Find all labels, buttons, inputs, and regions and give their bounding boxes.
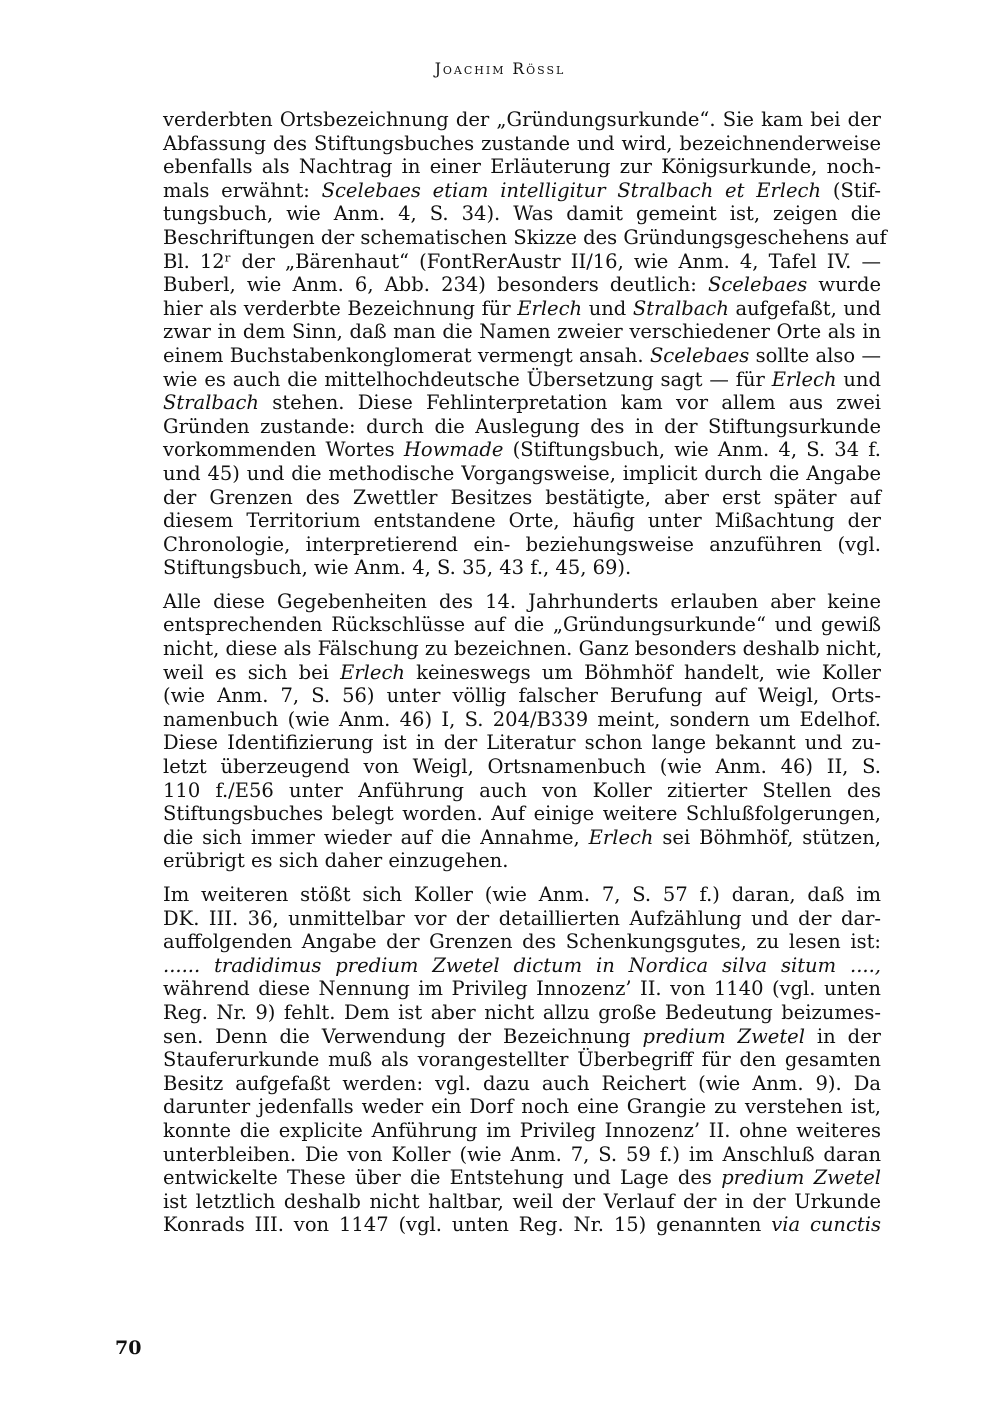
italic-text: predium Zwetel: [642, 1024, 805, 1048]
text-segment: vorkommenden Wortes: [163, 438, 404, 462]
text-segment: Bl. 12ʳ der „Bärenhaut“ (FontRerAustr II/16, wie Anm. 4, Tafel IV. —: [163, 249, 881, 273]
text-line: [163, 954, 881, 978]
paragraph: [163, 108, 887, 580]
text-line: [163, 802, 881, 826]
text-line: [163, 533, 881, 557]
body-text: [163, 108, 887, 1237]
text-segment: ist letztlich deshalb nicht haltbar, weil der Verlauf der in der Urkunde: [163, 1189, 881, 1213]
text-line: [163, 1213, 881, 1237]
text-segment: die sich immer wieder auf die Annahme,: [163, 825, 589, 849]
text-segment: sen. Denn die Verwendung der Bezeichnung: [163, 1024, 643, 1048]
text-line: [163, 637, 881, 661]
text-segment: während diese Nennung im Privileg Innozenz’ II. von 1140 (vgl. unten: [163, 977, 881, 1001]
text-segment: Stiftungsbuch, wie Anm. 4, S. 35, 43 f., 45, 69).: [163, 556, 632, 580]
text-segment: zwar in dem Sinn, daß man die Namen zweier verschiedener Orte als in: [163, 320, 881, 344]
text-segment: erübrigt es sich daher einzugehen.: [163, 849, 509, 873]
text-line: [163, 826, 881, 850]
text-line: [163, 320, 881, 344]
text-segment: letzt überzeugend von Weigl, Ortsnamenbuch (wie Anm. 46) II, S.: [163, 755, 881, 779]
text-line: [163, 155, 881, 179]
italic-text: Scelebaes: [707, 273, 808, 297]
text-segment: 110 f./E56 unter Anführung auch von Koller zitierter Stellen des: [163, 778, 881, 802]
text-segment: Reg. Nr. 9) fehlt. Dem ist aber nicht allzu große Bedeutung beizumes-: [163, 1000, 881, 1024]
text-line: [163, 1001, 881, 1025]
text-line: [163, 179, 881, 203]
text-line: [163, 462, 881, 486]
paragraph: [163, 883, 881, 1237]
text-segment: auffolgenden Angabe der Grenzen des Schenkungsgutes, zu lesen ist:: [163, 930, 881, 954]
text-line: [163, 225, 887, 250]
text-line: [163, 779, 881, 803]
text-segment: in der: [804, 1024, 881, 1048]
text-line: [163, 368, 881, 392]
text-line: [163, 930, 881, 954]
text-segment: und: [836, 367, 881, 391]
text-line: [163, 1095, 881, 1119]
text-line: [163, 590, 881, 614]
text-line: [163, 613, 881, 637]
text-segment: stehen. Diese Fehlinterpretation kam vor allem aus zwei: [258, 391, 881, 415]
italic-text: Erlech: [517, 296, 583, 320]
text-segment: Beschriftungen der schematischen Skizze des Gründungsgeschehens auf: [163, 225, 887, 249]
text-segment: und: [582, 296, 633, 320]
text-line: [163, 344, 881, 368]
text-segment: unterbleiben. Die von Koller (wie Anm. 7, S. 59 f.) im Anschluß daran: [163, 1142, 881, 1166]
text-line: [163, 509, 881, 533]
text-line: [163, 977, 881, 1001]
text-line: [163, 708, 881, 732]
italic-text: Scelebaes: [649, 343, 750, 367]
text-line: [163, 661, 881, 685]
text-segment: Im weiteren stößt sich Koller (wie Anm. 7, S. 57 f.) daran, daß im: [163, 883, 881, 906]
running-head: Joachim Rössl: [434, 60, 566, 78]
italic-text: via cunctis: [771, 1213, 881, 1237]
italic-text: Scelebaes etiam intelligitur Stralbach et Erlech: [321, 178, 822, 202]
italic-text: Erlech: [771, 367, 837, 391]
text-segment: entwickelte These über die Entstehung und Lage des: [163, 1166, 722, 1190]
text-line: [163, 1025, 881, 1049]
text-segment: nicht, diese als Fälschung zu bezeichnen. Ganz besonders deshalb nicht,: [163, 637, 883, 661]
text-line: [163, 391, 881, 415]
text-segment: der Grenzen des Zwettler Besitzes bestätigte, aber erst später auf: [163, 485, 881, 509]
text-line: [163, 415, 881, 439]
text-segment: Konrads III. von 1147 (vgl. unten Reg. Nr. 15) genannten: [163, 1213, 772, 1237]
text-segment: DK. III. 36, unmittelbar vor der detaillierten Aufzählung und der dar-: [163, 906, 881, 930]
text-line: [163, 202, 881, 226]
text-segment: verderbten Ortsbezeichnung der „Gründungsurkunde“. Sie kam bei der: [163, 108, 881, 131]
text-line: [163, 731, 881, 755]
text-segment: aufgefaßt, und: [728, 296, 882, 320]
text-segment: konnte die explicite Anführung im Privileg Innozenz’ II. ohne weiteres: [163, 1118, 881, 1142]
italic-text: Erlech: [588, 825, 654, 849]
text-segment: und 45) und die methodische Vorgangsweise, implicit durch die Angabe: [163, 461, 881, 485]
text-line: [163, 1166, 881, 1190]
text-line: [163, 556, 881, 580]
text-line: [163, 486, 881, 510]
text-line: [163, 684, 881, 708]
text-segment: Chronologie, interpretierend ein- beziehungsweise anzuführen (vgl.: [163, 532, 881, 556]
italic-text: Erlech: [340, 660, 405, 684]
text-segment: Gründen zustande: durch die Auslegung des in der Stiftungsurkunde: [163, 414, 881, 438]
italic-text: Stralbach: [632, 296, 729, 320]
text-line: [163, 132, 881, 156]
text-segment: sollte also —: [749, 343, 881, 367]
text-line: [163, 755, 881, 779]
paragraph: [163, 590, 881, 873]
text-line: [163, 108, 881, 132]
text-line: [163, 1143, 881, 1167]
text-segment: Stauferurkunde muß als vorangestellter Überbegriff für den gesamten: [163, 1048, 881, 1072]
text-segment: Diese Identifizierung ist in der Literatur schon lange bekannt und zu-: [163, 731, 881, 755]
text-segment: Abfassung des Stiftungsbuches zustande und wird, bezeichnenderweise: [163, 131, 881, 155]
text-segment: namenbuch (wie Anm. 46) I, S. 204/B339 meint, sondern um Edelhof.: [163, 707, 881, 731]
text-segment: weil es sich bei: [163, 660, 341, 684]
text-segment: diesem Territorium entstandene Orte, häufig unter Mißachtung der: [163, 509, 881, 533]
text-line: [163, 849, 881, 873]
italic-text: Stralbach: [163, 391, 259, 415]
text-segment: entsprechenden Rückschlüsse auf die „Gründungsurkunde“ und gewiß: [163, 613, 881, 637]
text-segment: einem Buchstabenkonglomerat vermengt ansah.: [163, 343, 650, 367]
text-line: [163, 1119, 881, 1143]
text-segment: darunter jedenfalls weder ein Dorf noch eine Grangie zu verstehen ist,: [163, 1095, 881, 1119]
italic-text: predium Zwetel: [721, 1166, 881, 1190]
italic-text: ...... tradidimus predium Zwetel dictum in Nordica silva situm ....,: [163, 953, 881, 977]
text-segment: ebenfalls als Nachtrag in einer Erläuterung zur Königsurkunde, noch-: [163, 155, 881, 179]
text-segment: Alle diese Gegebenheiten des 14. Jahrhunderts erlauben aber keine: [163, 589, 881, 613]
text-segment: (Stif-: [821, 178, 881, 202]
text-line: [163, 883, 881, 907]
text-segment: sei Böhmhöf, stützen,: [653, 825, 882, 849]
text-segment: Besitz aufgefaßt werden: vgl. dazu auch Reichert (wie Anm. 9). Da: [163, 1071, 881, 1095]
text-segment: (wie Anm. 7, S. 56) unter völlig falscher Berufung auf Weigl, Orts-: [163, 684, 881, 708]
text-segment: tungsbuch, wie Anm. 4, S. 34). Was damit gemeint ist, zeigen die: [163, 202, 881, 226]
page-number: 70: [115, 1337, 142, 1359]
text-segment: Buberl, wie Anm. 6, Abb. 234) besonders deutlich:: [163, 273, 708, 297]
text-line: [163, 1048, 881, 1072]
text-line: [163, 250, 881, 274]
text-line: [163, 1190, 881, 1214]
text-segment: wie es auch die mittelhochdeutsche Übersetzung sagt — für: [163, 367, 772, 391]
text-segment: (Stiftungsbuch, wie Anm. 4, S. 34 f.: [503, 438, 882, 462]
text-line: [163, 438, 881, 462]
text-line: [163, 297, 881, 321]
text-segment: mals erwähnt:: [163, 178, 322, 202]
text-line: [163, 273, 881, 297]
text-segment: hier als verderbte Bezeichnung für: [163, 296, 518, 320]
text-segment: wurde: [807, 273, 881, 297]
text-line: [163, 907, 881, 931]
text-segment: Stiftungsbuches belegt worden. Auf einige weitere Schlußfolgerungen,: [163, 802, 881, 826]
italic-text: Howmade: [403, 438, 504, 462]
text-line: [163, 1072, 881, 1096]
text-segment: keineswegs um Böhmhöf handelt, wie Koller: [404, 660, 882, 684]
